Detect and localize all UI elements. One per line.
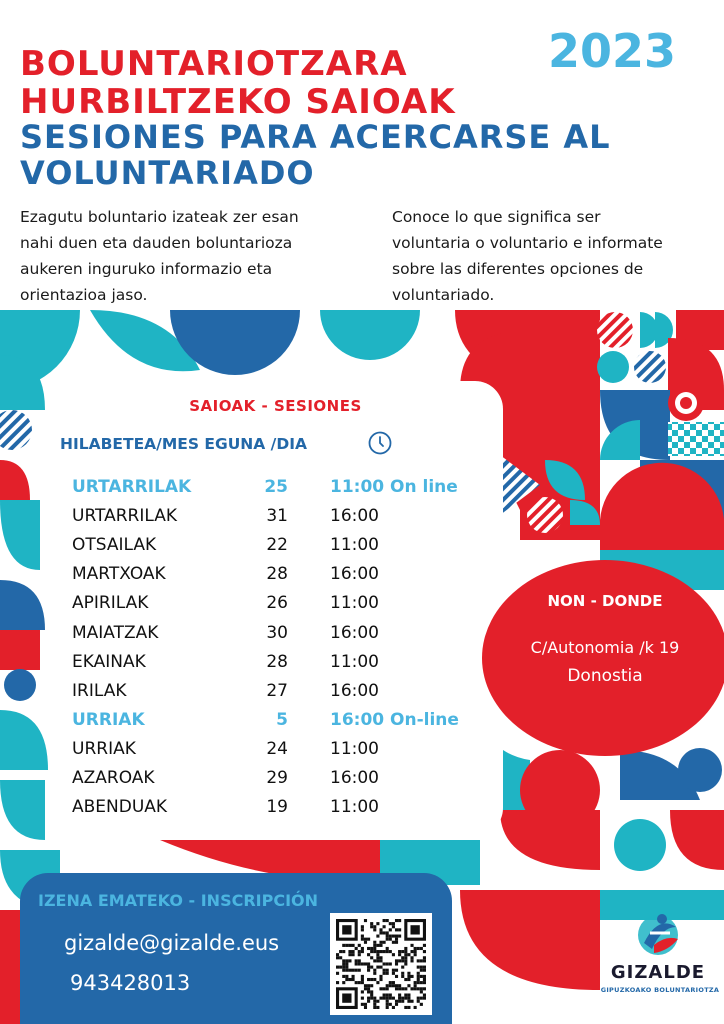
year: 2023 — [548, 24, 677, 78]
intro-es-line: voluntaria o voluntario e informate — [392, 234, 663, 252]
title-eu-line2: HURBILTZEKO SAIOAK — [20, 82, 456, 122]
intro-spanish — [392, 204, 722, 308]
session-row — [72, 535, 492, 564]
session-time: 11:00 — [330, 593, 379, 614]
session-month: AZAROAK — [72, 768, 155, 788]
gizalde-logo — [596, 905, 724, 1005]
session-day: 27 — [266, 680, 288, 701]
session-day: 22 — [266, 535, 288, 556]
session-month: OTSAILAK — [72, 535, 157, 556]
location-title: NON - DONDE — [547, 592, 663, 610]
session-row — [72, 477, 492, 506]
session-row — [72, 681, 492, 710]
session-time: 11:00 — [330, 738, 379, 759]
session-time: 16:00 — [330, 506, 379, 527]
title-es-line2: VOLUNTARIADO — [20, 154, 315, 192]
session-time: 11:00 — [330, 651, 379, 672]
session-row — [72, 739, 492, 768]
session-month: URRIAK — [72, 709, 145, 730]
session-month: ABENDUAK — [72, 797, 168, 818]
session-time: 11:00 — [330, 535, 379, 556]
sessions-title: SAIOAK - SESIONES — [189, 397, 362, 415]
location-street: C/Autonomia /k 19 — [530, 638, 680, 657]
session-month: URRIAK — [72, 738, 136, 759]
column-headers: HILABETEA/MES EGUNA /DIA — [60, 435, 307, 453]
qr-code-icon[interactable] — [330, 913, 432, 1015]
session-day: 28 — [266, 564, 288, 585]
session-row — [72, 797, 492, 826]
session-time: 11:00 — [330, 797, 379, 818]
session-day: 28 — [266, 651, 288, 672]
session-month: MAIATZAK — [72, 622, 159, 643]
session-time: 16:00 — [330, 622, 379, 643]
qr-code-graphic — [336, 919, 426, 1009]
clock-icon — [368, 431, 392, 455]
phone-number[interactable]: 943428013 — [70, 971, 191, 995]
session-row — [72, 710, 492, 739]
intro-eu-line: aukeren inguruko informazio eta — [20, 260, 273, 278]
session-time: 11:00 On line — [330, 477, 458, 497]
session-row — [72, 593, 492, 622]
session-day: 24 — [266, 738, 288, 759]
intro-eu-line: Ezagutu boluntario izateak zer esan — [20, 208, 299, 226]
gizalde-logo-icon — [596, 905, 720, 961]
session-row — [72, 652, 492, 681]
session-day: 31 — [266, 506, 288, 527]
session-month: EKAINAK — [72, 651, 146, 672]
session-time: 16:00 — [330, 680, 379, 701]
sessions-card — [48, 381, 503, 836]
session-time: 16:00 — [330, 768, 379, 788]
session-day: 25 — [264, 477, 288, 497]
session-month: MARTXOAK — [72, 564, 166, 585]
session-row — [72, 506, 492, 535]
session-day: 26 — [266, 593, 288, 614]
intro-eu-line: orientazioa jaso. — [20, 286, 148, 304]
session-row — [72, 768, 492, 797]
registration-title: IZENA EMATEKO - INSCRIPCIÓN — [38, 891, 319, 910]
location-city: Donostia — [567, 666, 643, 686]
session-day: 29 — [266, 768, 288, 788]
logo-name: GIZALDE — [610, 962, 706, 983]
logo-tagline: GIPUZKOAKO BOLUNTARIOTZA — [600, 986, 720, 994]
session-time: 16:00 — [330, 564, 379, 585]
intro-basque — [20, 204, 350, 308]
session-month: IRILAK — [72, 680, 127, 701]
title-es-line1: SESIONES PARA ACERCARSE AL — [20, 118, 611, 156]
registration-panel — [20, 873, 452, 1024]
session-month: URTARRILAK — [72, 477, 192, 497]
email-link[interactable]: gizalde@gizalde.eus — [64, 931, 280, 955]
session-day: 30 — [266, 622, 288, 643]
intro-eu-line: nahi duen eta dauden boluntarioza — [20, 234, 293, 252]
intro-es-line: voluntariado. — [392, 286, 495, 304]
session-month: APIRILAK — [72, 593, 149, 614]
session-month: URTARRILAK — [72, 506, 177, 527]
session-day: 19 — [266, 797, 288, 818]
intro-es-line: Conoce lo que significa ser — [392, 208, 601, 226]
session-time: 16:00 On-line — [330, 709, 459, 730]
location-bubble — [482, 560, 724, 756]
title-eu-line1: BOLUNTARIOTZARA — [20, 44, 408, 84]
session-day: 5 — [276, 709, 288, 730]
intro-es-line: sobre las diferentes opciones de — [392, 260, 644, 278]
session-row — [72, 564, 492, 593]
session-row — [72, 623, 492, 652]
